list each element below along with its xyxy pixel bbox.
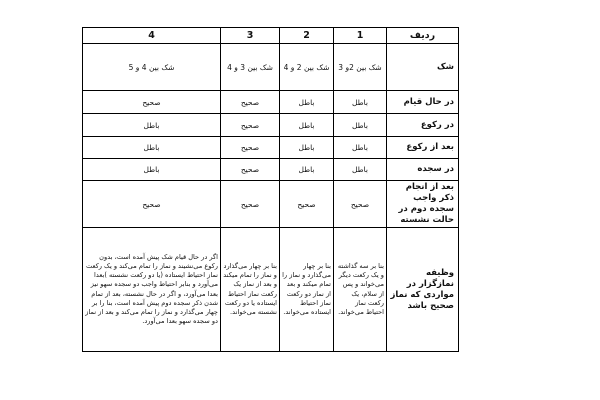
after-ruku-col-1: باطل bbox=[334, 137, 387, 159]
prayer-doubt-rules-table bbox=[82, 27, 459, 352]
column-4-header: 4 bbox=[83, 28, 221, 44]
ruku-row bbox=[83, 114, 459, 137]
doubt-col-1: شک بین 2و 3 bbox=[334, 44, 387, 91]
sajdah-row-label: در سجده bbox=[387, 159, 459, 181]
standing-col-2: باطل bbox=[280, 91, 334, 114]
doubt-col-3: شک بین 3 و 4 bbox=[221, 44, 280, 91]
after-dhikr-col-2: صحیح bbox=[280, 181, 334, 228]
standing-col-1: باطل bbox=[334, 91, 387, 114]
column-1-header: 1 bbox=[334, 28, 387, 44]
after-dhikr-col-1: صحیح bbox=[334, 181, 387, 228]
after-dhikr-row-label: بعد از انجام ذکر واجب سجده دوم در حالت نشسته bbox=[387, 181, 459, 228]
duty-col-3: بنا بر چهار می‌گذارد و نماز را تمام میکند و بعد از نماز یک رکعت نماز احتیاط ایستاده یا دو رکعت نشسته می‌خواند. bbox=[221, 228, 280, 352]
standing-col-4: صحیح bbox=[83, 91, 221, 114]
row-label-header: ردیف bbox=[387, 28, 459, 44]
ruku-col-4: باطل bbox=[83, 114, 221, 137]
sajdah-col-1: باطل bbox=[334, 159, 387, 181]
standing-row bbox=[83, 91, 459, 114]
after-ruku-col-2: باطل bbox=[280, 137, 334, 159]
ruku-row-label: در رکوع bbox=[387, 114, 459, 137]
after-ruku-row bbox=[83, 137, 459, 159]
column-3-header: 3 bbox=[221, 28, 280, 44]
duty-row-label: وظیفه نمازگزار در مواردی که نماز صحیح باشد bbox=[387, 228, 459, 352]
ruku-col-1: باطل bbox=[334, 114, 387, 137]
after-dhikr-col-3: صحیح bbox=[221, 181, 280, 228]
after-dhikr-col-4: صحیح bbox=[83, 181, 221, 228]
doubt-row-label: شک bbox=[387, 44, 459, 91]
sajdah-col-3: صحیح bbox=[221, 159, 280, 181]
standing-col-3: صحیح bbox=[221, 91, 280, 114]
header-row bbox=[83, 28, 459, 44]
after-dhikr-row bbox=[83, 181, 459, 228]
after-ruku-col-4: باطل bbox=[83, 137, 221, 159]
doubt-row bbox=[83, 44, 459, 91]
duty-col-2: بنا بر چهار می‌گذارد و نماز را تمام میکند و بعد از نماز دو رکعت نماز احتیاط ایستاده می‌خواند. bbox=[280, 228, 334, 352]
duty-col-4: اگر در حال قیام شک پیش آمده است، بدون رکوع می‌نشیند و نماز را تمام می‌کند و یک رکعت نماز احتیاط ایستاده (یا دو رکعت نشسته )بعدا می‌آورد و بنابر احتیاط واجب دو سجده سهو نیز بعدا می‌آورد، و اگر در حال نشسته، بعد از تمام شدن ذکر سجده دوم پیش آمده است، بنا را بر چهار می‌گذارد و نماز را تمام می‌کند و بعد از نماز دو سجده سهو بعدا می‌آورد. bbox=[83, 228, 221, 352]
standing-row-label: در حال قیام bbox=[387, 91, 459, 114]
ruku-col-2: باطل bbox=[280, 114, 334, 137]
duty-row bbox=[83, 228, 459, 352]
doubt-col-2: شک بین 2 و 4 bbox=[280, 44, 334, 91]
column-2-header: 2 bbox=[280, 28, 334, 44]
ruku-col-3: صحیح bbox=[221, 114, 280, 137]
after-ruku-col-3: صحیح bbox=[221, 137, 280, 159]
sajdah-col-2: باطل bbox=[280, 159, 334, 181]
duty-col-1: بنا بر سه گذاشته و یک رکعت دیگر می‌خواند و پس از سلام، یک رکعت نماز احتیاط می‌خواند. bbox=[334, 228, 387, 352]
sajdah-row bbox=[83, 159, 459, 181]
after-ruku-row-label: بعد از رکوع bbox=[387, 137, 459, 159]
doubt-col-4: شک بین 4 و 5 bbox=[83, 44, 221, 91]
sajdah-col-4: باطل bbox=[83, 159, 221, 181]
